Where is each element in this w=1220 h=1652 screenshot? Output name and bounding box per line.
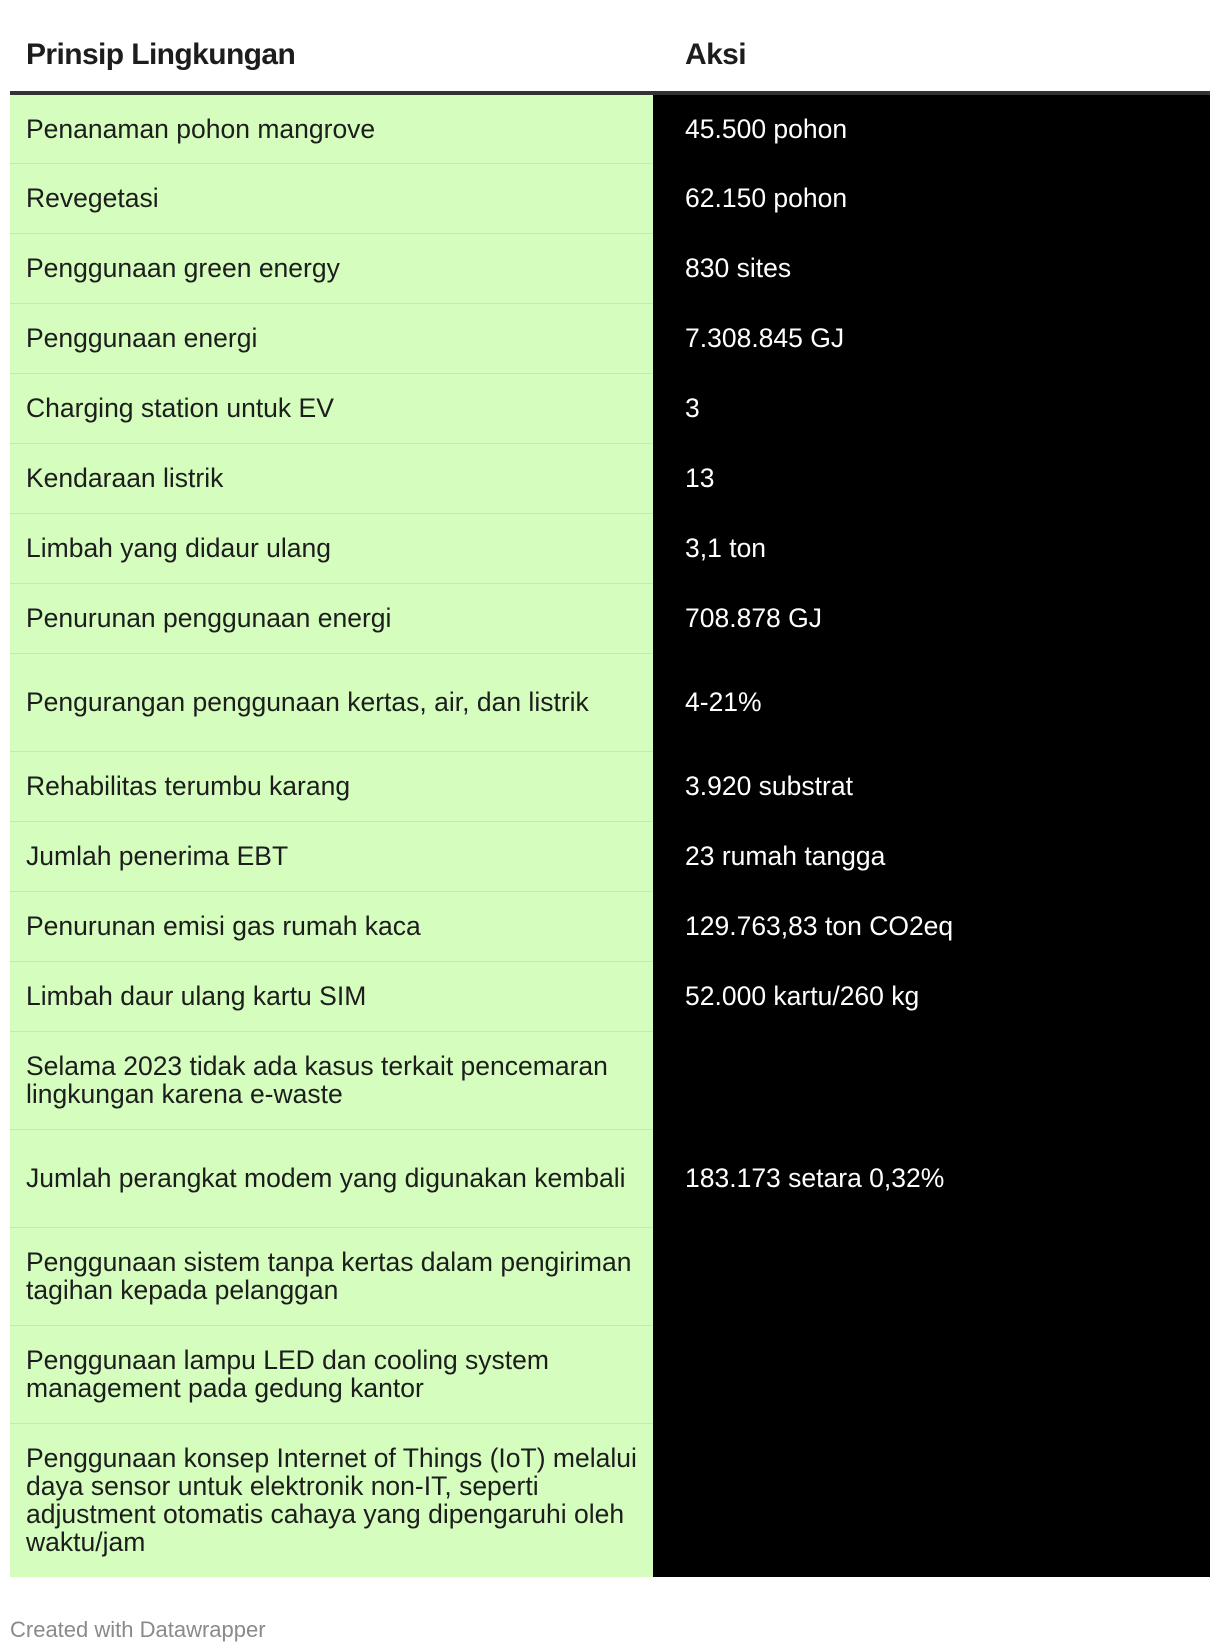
action-cell: 4-21% [653,653,1210,751]
principle-cell: Penggunaan green energy [10,233,653,303]
table-body [10,93,1210,1577]
action-cell [653,1031,1210,1129]
action-cell [653,1423,1210,1577]
principle-cell: Kendaraan listrik [10,443,653,513]
action-cell: 129.763,83 ton CO2eq [653,891,1210,961]
table-row [10,1031,1210,1129]
principle-cell: Selama 2023 tidak ada kasus terkait pencemaran lingkungan karena e-waste [10,1031,653,1129]
table-row [10,373,1210,443]
principle-cell: Rehabilitas terumbu karang [10,751,653,821]
action-cell: 183.173 setara 0,32% [653,1129,1210,1227]
action-cell: 45.500 pohon [653,93,1210,163]
action-cell: 708.878 GJ [653,583,1210,653]
column-header-principle[interactable]: Prinsip Lingkungan [10,0,653,93]
table-row [10,1129,1210,1227]
action-cell: 3 [653,373,1210,443]
principle-cell: Revegetasi [10,163,653,233]
principle-cell: Penanaman pohon mangrove [10,93,653,163]
table-row [10,653,1210,751]
principle-cell: Jumlah perangkat modem yang digunakan kembali [10,1129,653,1227]
action-cell: 830 sites [653,233,1210,303]
table-row [10,93,1210,163]
table-row [10,821,1210,891]
action-cell: 7.308.845 GJ [653,303,1210,373]
table-row [10,961,1210,1031]
principle-cell: Penurunan emisi gas rumah kaca [10,891,653,961]
action-cell: 52.000 kartu/260 kg [653,961,1210,1031]
table-row [10,233,1210,303]
column-header-action[interactable]: Aksi [653,0,1210,93]
principle-cell: Penggunaan sistem tanpa kertas dalam pengiriman tagihan kepada pelanggan [10,1227,653,1325]
principle-cell: Penurunan penggunaan energi [10,583,653,653]
table-row [10,583,1210,653]
header-row [10,0,1210,93]
action-cell: 13 [653,443,1210,513]
principle-cell: Charging station untuk EV [10,373,653,443]
table-row [10,1325,1210,1423]
table-row [10,443,1210,513]
action-cell: 23 rumah tangga [653,821,1210,891]
principle-cell: Penggunaan lampu LED dan cooling system management pada gedung kantor [10,1325,653,1423]
principle-cell: Penggunaan konsep Internet of Things (IoT) melalui daya sensor untuk elektronik non-IT, seperti adjustment otomatis cahaya yang dipengaruhi oleh waktu/jam [10,1423,653,1577]
table-row [10,751,1210,821]
datawrapper-credit[interactable]: Created with Datawrapper [10,1617,266,1642]
action-cell: 3,1 ton [653,513,1210,583]
environment-table [10,0,1210,1577]
action-cell: 3.920 substrat [653,751,1210,821]
principle-cell: Penggunaan energi [10,303,653,373]
principle-cell: Limbah yang didaur ulang [10,513,653,583]
table-header [10,0,1210,93]
table-row [10,303,1210,373]
table-row [10,1423,1210,1577]
principle-cell: Limbah daur ulang kartu SIM [10,961,653,1031]
table-row [10,163,1210,233]
table-row [10,1227,1210,1325]
principle-cell: Jumlah penerima EBT [10,821,653,891]
table-row [10,891,1210,961]
data-table-container [10,0,1210,1577]
principle-cell: Pengurangan penggunaan kertas, air, dan listrik [10,653,653,751]
table-row [10,513,1210,583]
action-cell [653,1325,1210,1423]
action-cell [653,1227,1210,1325]
action-cell: 62.150 pohon [653,163,1210,233]
